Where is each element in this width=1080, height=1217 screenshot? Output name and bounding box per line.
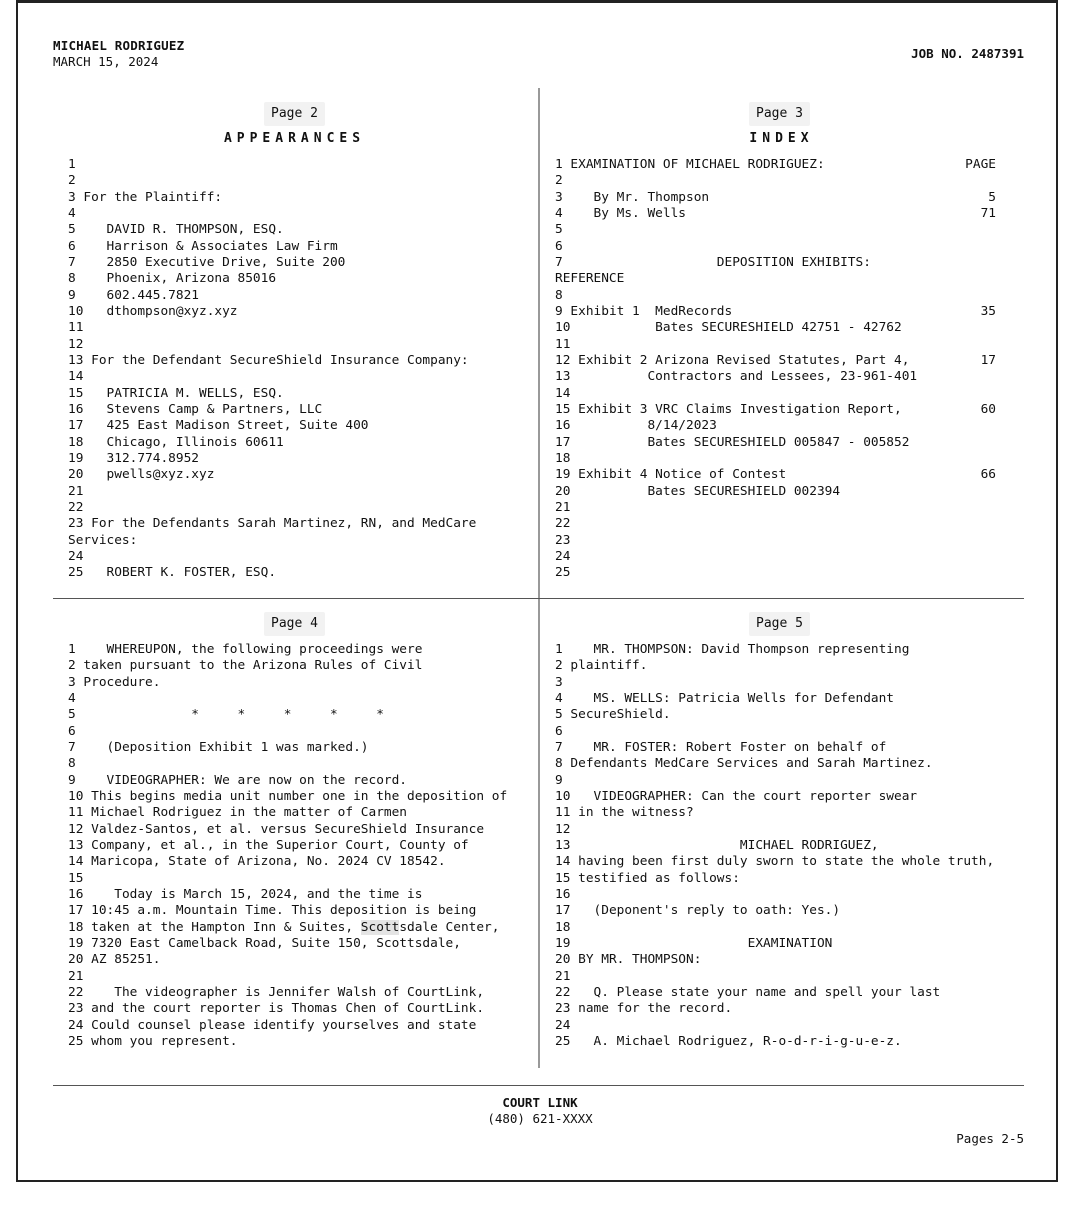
transcript-line — [555, 304, 996, 320]
line-number: 7 — [555, 739, 563, 755]
line-number: 19 — [555, 467, 571, 483]
line-number: 24 — [555, 548, 571, 564]
transcript-line — [555, 707, 1025, 723]
transcript-line — [555, 854, 1025, 870]
line-text: Exhibit 1 MedRecords — [562, 303, 733, 319]
line-text: For the Plaintiff: — [75, 189, 223, 205]
transcript-line — [68, 157, 533, 173]
line-number: 4 — [555, 205, 563, 221]
line-number: 10 — [68, 303, 84, 319]
line-number: 24 — [68, 548, 84, 564]
line-number: 2 — [555, 658, 563, 674]
transcript-line — [68, 565, 533, 581]
transcript-line — [68, 724, 533, 740]
line-text: DAVID R. THOMPSON, ESQ. — [75, 222, 284, 238]
line-number: 2 — [68, 658, 76, 674]
line-text: Defendants MedCare Services and Sarah Martinez. — [562, 756, 933, 772]
transcript-line — [555, 838, 1025, 854]
transcript-line — [555, 871, 1025, 887]
transcript-line — [68, 288, 533, 304]
transcript-line — [68, 936, 533, 952]
transcript-line — [555, 386, 996, 402]
line-number: 25 — [555, 565, 571, 581]
line-text: (Deponent's reply to oath: Yes.) — [570, 903, 841, 919]
line-number: 10 — [68, 788, 84, 804]
line-text: 7320 East Camelback Road, Suite 150, Scottsdale, — [83, 935, 461, 951]
page-reference: PAGE — [965, 157, 996, 172]
line-text: Stevens Camp & Partners, LLC — [83, 401, 323, 417]
line-text: plaintiff. — [562, 658, 648, 674]
line-number: 23 — [555, 532, 571, 548]
transcript-line — [555, 549, 996, 565]
transcript-line — [555, 1034, 1025, 1050]
transcript-line — [555, 642, 1025, 658]
transcript-line — [68, 173, 533, 189]
transcript-line — [68, 337, 533, 353]
transcript-line — [68, 920, 533, 936]
page-title: INDEX — [749, 131, 814, 146]
line-number: 8 — [68, 756, 76, 772]
line-number: 19 — [68, 450, 84, 466]
transcript-line — [68, 206, 533, 222]
line-text: Contractors and Lessees, 23-961-401 — [570, 369, 918, 385]
transcript-line — [555, 969, 1025, 985]
line-text: BY MR. THOMPSON: — [570, 952, 702, 968]
transcript-line — [555, 206, 996, 222]
line-number: 21 — [68, 968, 84, 984]
line-number: 1 — [555, 642, 563, 657]
line-number: 6 — [68, 238, 76, 254]
line-number: 25 — [555, 1033, 571, 1049]
line-number: 14 — [68, 369, 84, 385]
line-text: Today is March 15, 2024, and the time is — [83, 886, 423, 902]
transcript-line — [68, 353, 533, 369]
transcript-line — [555, 565, 996, 581]
line-text: This begins media unit number one in the deposition of — [83, 788, 508, 804]
line-text: dthompson@xyz.xyz — [83, 303, 238, 319]
transcript-line — [555, 418, 996, 434]
line-number: 19 — [555, 935, 571, 951]
line-number: 16 — [555, 886, 571, 902]
transcript-line — [68, 516, 533, 532]
line-number: 16 — [68, 886, 84, 902]
line-number: 9 — [68, 772, 76, 788]
line-text: (Deposition Exhibit 1 was marked.) — [75, 739, 369, 755]
line-text: having been first duly sworn to state the whole truth, — [570, 854, 995, 870]
line-number: 12 — [555, 821, 571, 837]
line-number: 14 — [555, 854, 571, 870]
transcript-line — [555, 691, 1025, 707]
transcript-line — [555, 402, 996, 418]
transcript-line — [555, 288, 996, 304]
line-text: MR. THOMPSON: David Thompson representing — [562, 642, 910, 657]
line-number: 13 — [555, 369, 571, 385]
line-number: 17 — [555, 903, 571, 919]
line-text: Chicago, Illinois 60611 — [83, 434, 284, 450]
page-reference: 71 — [980, 205, 996, 221]
line-text: DEPOSITION EXHIBITS: — [562, 254, 871, 270]
line-number: 14 — [68, 854, 84, 870]
line-number: 21 — [68, 483, 84, 499]
line-number: 10 — [555, 320, 571, 336]
transcript-line — [68, 985, 533, 1001]
line-text: Exhibit 3 VRC Claims Investigation Report, — [570, 401, 902, 417]
line-text: 2850 Executive Drive, Suite 200 — [75, 254, 346, 270]
transcript-line — [555, 903, 1025, 919]
horizontal-divider — [53, 598, 1024, 599]
line-text: By Mr. Thompson — [562, 189, 710, 205]
line-number: 5 — [555, 707, 563, 723]
line-number: 8 — [555, 756, 563, 772]
transcript-line — [555, 805, 1025, 821]
transcript-line — [68, 691, 533, 707]
transcript-line — [555, 533, 996, 549]
line-text: SecureShield. — [562, 707, 671, 723]
transcript-line — [68, 789, 533, 805]
page-reference: 35 — [980, 303, 996, 319]
line-text: ROBERT K. FOSTER, ESQ. — [83, 565, 277, 581]
transcript-line — [555, 516, 996, 532]
transcript-line — [68, 435, 533, 451]
line-text: Phoenix, Arizona 85016 — [75, 271, 277, 287]
transcript-line — [555, 173, 996, 189]
transcript-line — [68, 969, 533, 985]
page-reference: 66 — [980, 467, 996, 483]
line-number: 16 — [68, 401, 84, 417]
transcript-line — [68, 822, 533, 838]
line-text: Michael Rodriguez in the matter of Carmen — [83, 805, 408, 821]
line-number: 2 — [555, 173, 563, 189]
transcript-line — [555, 337, 996, 353]
line-number: 12 — [68, 336, 84, 352]
transcript-line — [68, 190, 533, 206]
line-text: Bates SECURESHIELD 42751 - 42762 — [570, 320, 902, 336]
transcript-line — [68, 484, 533, 500]
line-number: 4 — [68, 205, 76, 221]
line-text: and the court reporter is Thomas Chen of CourtLink. — [83, 1001, 485, 1017]
line-number: 3 — [555, 189, 563, 205]
transcript-line — [555, 952, 1025, 968]
transcript-line — [555, 190, 996, 206]
transcript-line — [555, 353, 996, 369]
line-text: Company, et al., in the Superior Court, County of — [83, 837, 469, 853]
line-number: 13 — [68, 837, 84, 853]
transcript-line — [555, 467, 996, 483]
line-number: 21 — [555, 968, 571, 984]
transcript-line — [555, 985, 1025, 1001]
transcript-line — [68, 952, 533, 968]
line-number: 19 — [68, 935, 84, 951]
line-text: testified as follows: — [570, 870, 740, 886]
line-text-continued: sdale Center, — [399, 919, 500, 935]
line-text: Could counsel please identify yourselves and state — [83, 1017, 477, 1033]
line-number: 14 — [555, 385, 571, 401]
line-text: A. Michael Rodriguez, R-o-d-r-i-g-u-e-z. — [570, 1033, 902, 1049]
line-number: 20 — [555, 952, 571, 968]
transcript-line — [68, 304, 533, 320]
line-text: Maricopa, State of Arizona, No. 2024 CV 18542. — [83, 854, 446, 870]
line-number: 11 — [68, 805, 84, 821]
transcript-line — [555, 239, 996, 255]
line-text: WHEREUPON, the following proceedings were — [75, 642, 423, 657]
line-text: 312.774.8952 — [83, 450, 199, 466]
line-number: 1 — [68, 642, 76, 657]
line-number: 5 — [555, 222, 563, 238]
vertical-divider — [538, 88, 540, 1068]
transcript-line — [555, 822, 1025, 838]
line-text: Harrison & Associates Law Firm — [75, 238, 338, 254]
transcript-line — [68, 642, 533, 658]
transcript-line — [68, 1034, 533, 1050]
line-number: 5 — [68, 222, 76, 238]
page-title: APPEARANCES — [223, 131, 366, 146]
line-text: Bates SECURESHIELD 005847 - 005852 — [570, 434, 910, 450]
line-text: EXAMINATION OF MICHAEL RODRIGUEZ: — [562, 157, 825, 172]
transcript-line — [555, 789, 1025, 805]
line-number: 17 — [555, 434, 571, 450]
transcript-line — [68, 1018, 533, 1034]
line-number: 22 — [68, 499, 84, 515]
line-number: 18 — [555, 450, 571, 466]
line-number: 11 — [68, 320, 84, 336]
line-number: 20 — [68, 952, 84, 968]
line-number: 3 — [555, 674, 563, 690]
transcript-line — [555, 756, 1025, 772]
line-text: 602.445.7821 — [75, 287, 199, 303]
page-reference: 17 — [980, 352, 996, 368]
transcript-line — [68, 903, 533, 919]
transcript-line — [68, 369, 533, 385]
line-text: The videographer is Jennifer Walsh of CourtLink, — [83, 984, 485, 1000]
line-text: pwells@xyz.xyz — [83, 467, 215, 483]
line-number: 7 — [68, 739, 76, 755]
line-number: 10 — [555, 788, 571, 804]
line-text: Bates SECURESHIELD 002394 — [570, 483, 841, 499]
line-number: 1 — [555, 157, 563, 172]
line-number: 22 — [555, 984, 571, 1000]
transcript-line — [555, 1001, 1025, 1017]
transcript-line — [68, 707, 533, 723]
line-number: 24 — [68, 1017, 84, 1033]
page-reference: 60 — [980, 401, 996, 417]
line-number: 7 — [555, 254, 563, 270]
transcript-line — [68, 402, 533, 418]
line-number: 6 — [555, 723, 563, 739]
transcript-line — [68, 320, 533, 336]
line-number: 21 — [555, 499, 571, 515]
transcript-line — [68, 658, 533, 674]
line-number: 1 — [68, 157, 76, 172]
transcript-line — [68, 854, 533, 870]
line-number: 18 — [68, 434, 84, 450]
transcript-line — [555, 920, 1025, 936]
transcript-line — [555, 887, 1025, 903]
line-number: 23 — [555, 1001, 571, 1017]
line-number: 22 — [68, 984, 84, 1000]
line-number: 25 — [68, 1033, 84, 1049]
footer-phone: (480) 621-XXXX — [487, 1111, 593, 1126]
line-number: 15 — [68, 870, 84, 886]
deposition-date: MARCH 15, 2024 — [53, 54, 159, 69]
transcript-line — [68, 222, 533, 238]
line-text: For the Defendant SecureShield Insurance Company: — [83, 352, 469, 368]
line-text: in the witness? — [570, 805, 694, 821]
line-text: Exhibit 4 Notice of Contest — [570, 467, 787, 483]
line-number: 12 — [68, 821, 84, 837]
line-text: 425 East Madison Street, Suite 400 — [83, 418, 369, 434]
line-number: 18 — [555, 919, 571, 935]
transcript-line — [68, 805, 533, 821]
page-reference: 5 — [988, 189, 996, 205]
line-number: 9 — [555, 772, 563, 788]
transcript-line — [68, 838, 533, 854]
transcript-line — [68, 271, 533, 287]
transcript-line — [68, 386, 533, 402]
line-number: 23 — [68, 516, 84, 532]
line-number: 9 — [68, 287, 76, 303]
line-number: 8 — [68, 271, 76, 287]
transcript-line — [68, 451, 533, 467]
footer-page-range: Pages 2-5 — [956, 1131, 1024, 1146]
line-number: 2 — [68, 173, 76, 189]
transcript-line — [68, 533, 533, 549]
line-number: 20 — [68, 467, 84, 483]
line-text: Valdez-Santos, et al. versus SecureShield Insurance — [83, 821, 485, 837]
transcript-line — [555, 740, 1025, 756]
line-number: 23 — [68, 1001, 84, 1017]
footer-divider — [53, 1085, 1024, 1086]
line-number: 8 — [555, 287, 563, 303]
transcript-line — [68, 239, 533, 255]
line-list — [68, 157, 533, 582]
line-list — [68, 642, 533, 1050]
line-number: 25 — [68, 565, 84, 581]
line-number: 3 — [68, 189, 76, 205]
transcript-line — [68, 467, 533, 483]
line-number: 5 — [68, 707, 76, 723]
page-label: Page 5 — [749, 612, 810, 636]
transcript-line — [555, 484, 996, 500]
line-number: 7 — [68, 254, 76, 270]
transcript-line — [68, 500, 533, 516]
transcript-line — [68, 871, 533, 887]
line-text: name for the record. — [570, 1001, 733, 1017]
line-text: 10:45 a.m. Mountain Time. This deposition is being — [83, 903, 477, 919]
line-number: 13 — [555, 837, 571, 853]
line-number: 17 — [68, 418, 84, 434]
line-text: VIDEOGRAPHER: We are now on the record. — [75, 772, 408, 788]
line-number: 6 — [555, 238, 563, 254]
transcript-line — [555, 936, 1025, 952]
line-number: 4 — [68, 690, 76, 706]
deponent-name: MICHAEL RODRIGUEZ — [53, 38, 185, 53]
transcript-line — [555, 435, 996, 451]
footer-brand: COURT LINK — [502, 1095, 578, 1110]
line-number: 20 — [555, 483, 571, 499]
line-number: 11 — [555, 336, 571, 352]
line-number: 12 — [555, 352, 571, 368]
transcript-line — [555, 658, 1025, 674]
line-text: taken at the Hampton Inn & Suites, — [83, 919, 361, 935]
transcript-line — [555, 773, 1025, 789]
transcript-line — [555, 1018, 1025, 1034]
line-text: whom you represent. — [83, 1033, 238, 1049]
line-number: 9 — [555, 303, 563, 319]
transcript-line — [555, 451, 996, 467]
line-number: 3 — [68, 674, 76, 690]
line-text: VIDEOGRAPHER: Can the court reporter swear — [570, 788, 918, 804]
transcript-line — [555, 157, 996, 173]
line-number: 15 — [555, 401, 571, 417]
transcript-line — [555, 675, 1025, 691]
line-text: Procedure. — [75, 674, 161, 690]
transcript-line — [555, 320, 996, 336]
page-label: Page 2 — [264, 102, 325, 126]
page-label: Page 3 — [749, 102, 810, 126]
transcript-line — [555, 222, 996, 238]
line-text: taken pursuant to the Arizona Rules of Civil — [75, 658, 423, 674]
transcript-line — [68, 418, 533, 434]
line-number: 11 — [555, 805, 571, 821]
line-number: 6 — [68, 723, 76, 739]
line-number: 17 — [68, 903, 84, 919]
line-list — [555, 157, 996, 582]
line-text: 8/14/2023 — [570, 418, 717, 434]
transcript-line — [68, 756, 533, 772]
line-text: MR. FOSTER: Robert Foster on behalf of — [562, 739, 887, 755]
transcript-line — [68, 887, 533, 903]
transcript-line — [555, 271, 996, 287]
line-number: 16 — [555, 418, 571, 434]
transcript-line — [68, 255, 533, 271]
line-text: AZ 85251. — [83, 952, 161, 968]
job-number: JOB NO. 2487391 — [911, 46, 1024, 61]
transcript-line — [68, 773, 533, 789]
line-text: PATRICIA M. WELLS, ESQ. — [83, 385, 284, 401]
line-number: 13 — [68, 352, 84, 368]
line-number: 4 — [555, 690, 563, 706]
line-text: By Ms. Wells — [562, 205, 686, 221]
line-number: 18 — [68, 919, 84, 935]
line-text: Q. Please state your name and spell your last — [570, 984, 941, 1000]
line-text: EXAMINATION — [570, 935, 833, 951]
transcript-line — [555, 255, 996, 271]
transcript-line — [68, 675, 533, 691]
line-text: REFERENCE — [555, 271, 625, 287]
line-text: MICHAEL RODRIGUEZ, — [570, 837, 879, 853]
line-text: Exhibit 2 Arizona Revised Statutes, Part 4, — [570, 352, 910, 368]
line-number: 15 — [555, 870, 571, 886]
transcript-line — [68, 740, 533, 756]
transcript-line — [68, 1001, 533, 1017]
line-number: 15 — [68, 385, 84, 401]
line-number: 24 — [555, 1017, 571, 1033]
line-text: Services: — [68, 532, 138, 548]
line-number: 22 — [555, 516, 571, 532]
text-selection-highlight[interactable]: Scott — [360, 919, 400, 935]
transcript-line — [555, 500, 996, 516]
line-text: * * * * * — [75, 707, 384, 723]
line-list — [555, 642, 1025, 1050]
transcript-line — [555, 369, 996, 385]
transcript-line — [68, 549, 533, 565]
line-text: MS. WELLS: Patricia Wells for Defendant — [562, 690, 895, 706]
page-label: Page 4 — [264, 612, 325, 636]
transcript-line — [555, 724, 1025, 740]
line-text: For the Defendants Sarah Martinez, RN, and MedCare — [83, 516, 477, 532]
